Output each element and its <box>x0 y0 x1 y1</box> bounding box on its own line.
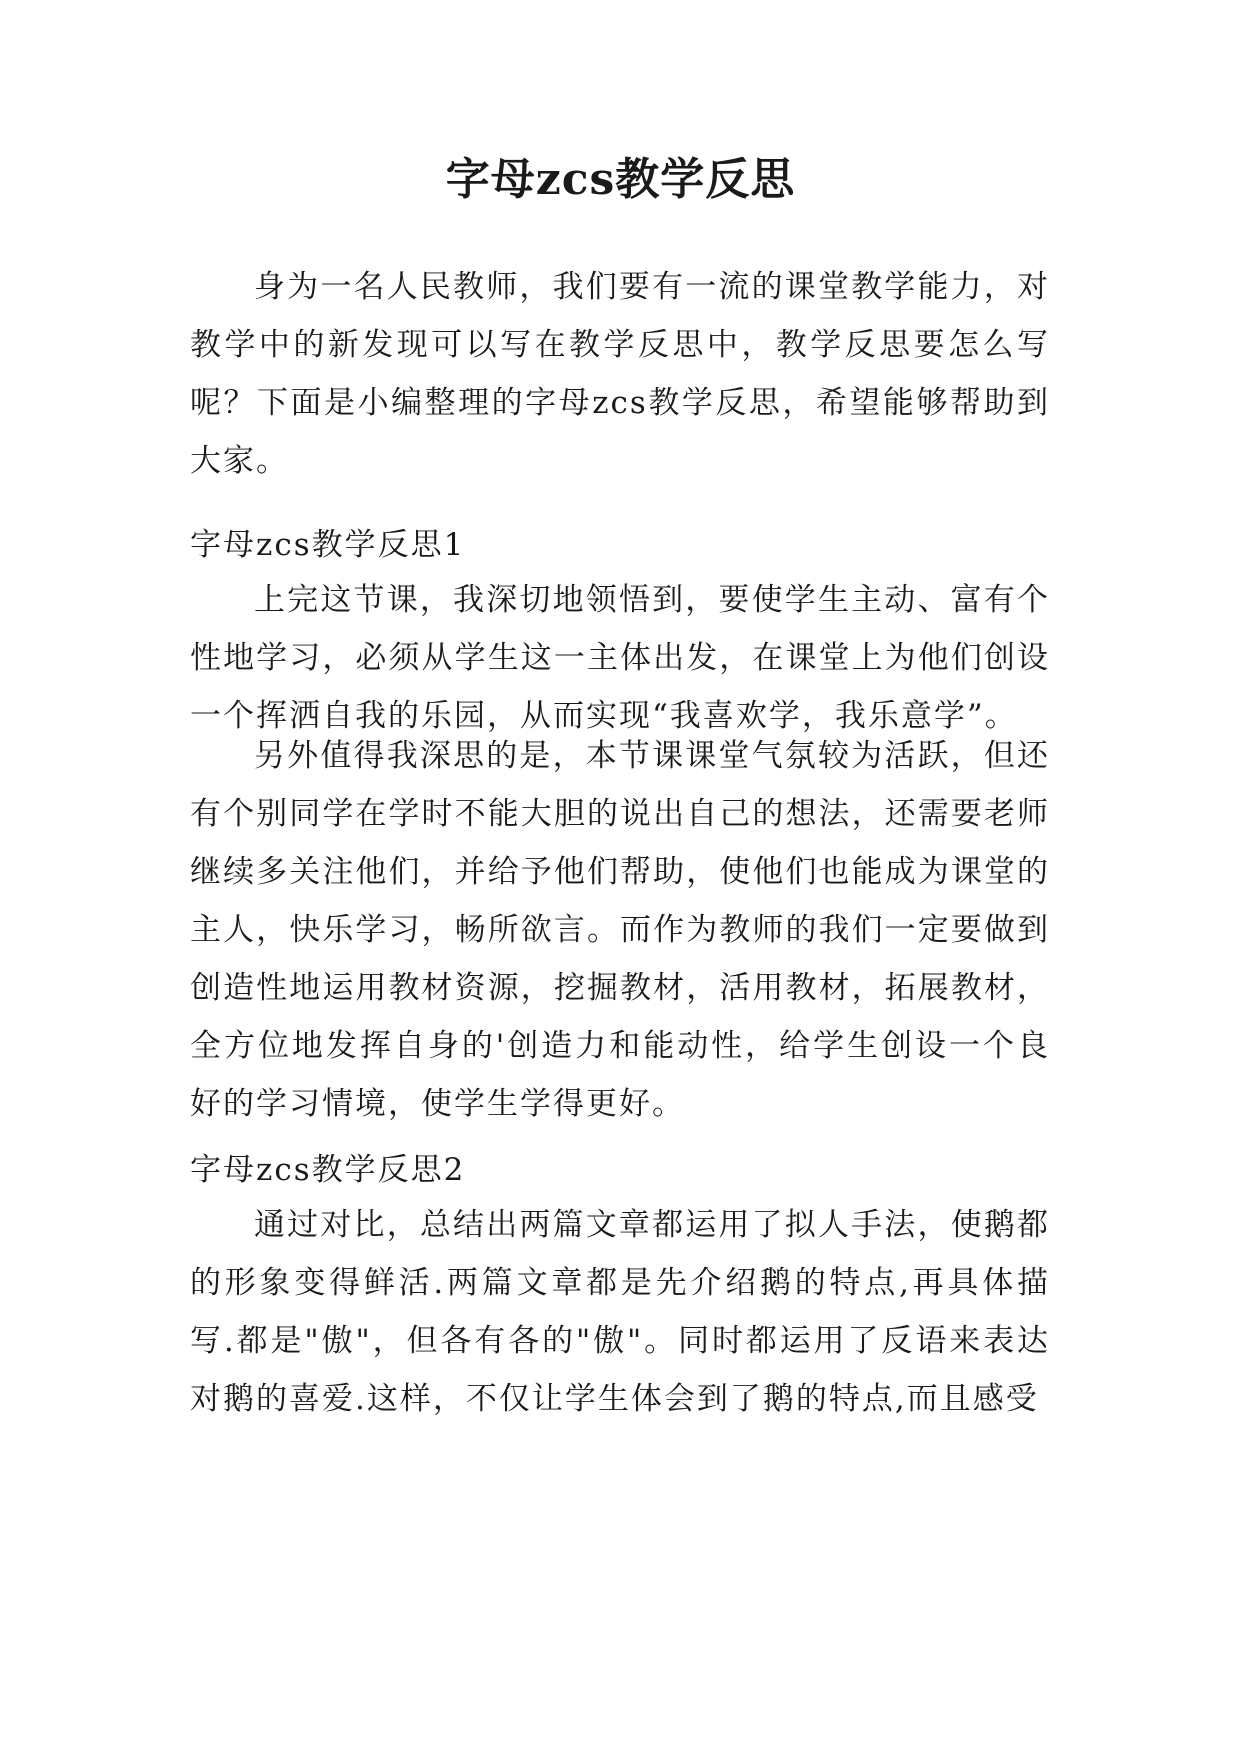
intro-paragraph: 身为一名人民教师，我们要有一流的课堂教学能力，对教学中的新发现可以写在教学反思中，教学反思要怎么写呢？下面是小编整理的字母zcs教学反思，希望能够帮助到大家。 <box>190 269 1050 479</box>
section-2-heading: 字母zcs教学反思2 <box>190 1152 466 1188</box>
section-1-paragraph-1: 上完这节课，我深切地领悟到，要使学生主动、富有个性地学习，必须从学生这一主体出发，在课堂上为他们创设一个挥洒自我的乐园，从而实现“我喜欢学，我乐意学”。 <box>190 582 1050 734</box>
section-1-heading: 字母zcs教学反思1 <box>190 527 466 563</box>
section-2-paragraph-1: 通过对比，总结出两篇文章都运用了拟人手法，使鹅都的形象变得鲜活.两篇文章都是先介绍鹅的特点,再具体描写.都是"傲"，但各有各的"傲"。同时都运用了反语来表达对鹅的喜爱.这样，不仅让学生体会到了鹅的特点,而且感受 <box>190 1207 1050 1417</box>
document-title: 字母zcs教学反思 <box>445 154 796 205</box>
section-1-paragraph-2: 另外值得我深思的是，本节课课堂气氛较为活跃，但还有个别同学在学时不能大胆的说出自己的想法，还需要老师继续多关注他们，并给予他们帮助，使他们也能成为课堂的主人，快乐学习，畅所欲言。而作为教师的我们一定要做到创造性地运用教材资源，挖掘教材，活用教材，拓展教材，全方位地发挥自身的'创造力和能动性，给学生创设一个良好的学习情境，使学生学得更好。 <box>190 738 1050 1122</box>
